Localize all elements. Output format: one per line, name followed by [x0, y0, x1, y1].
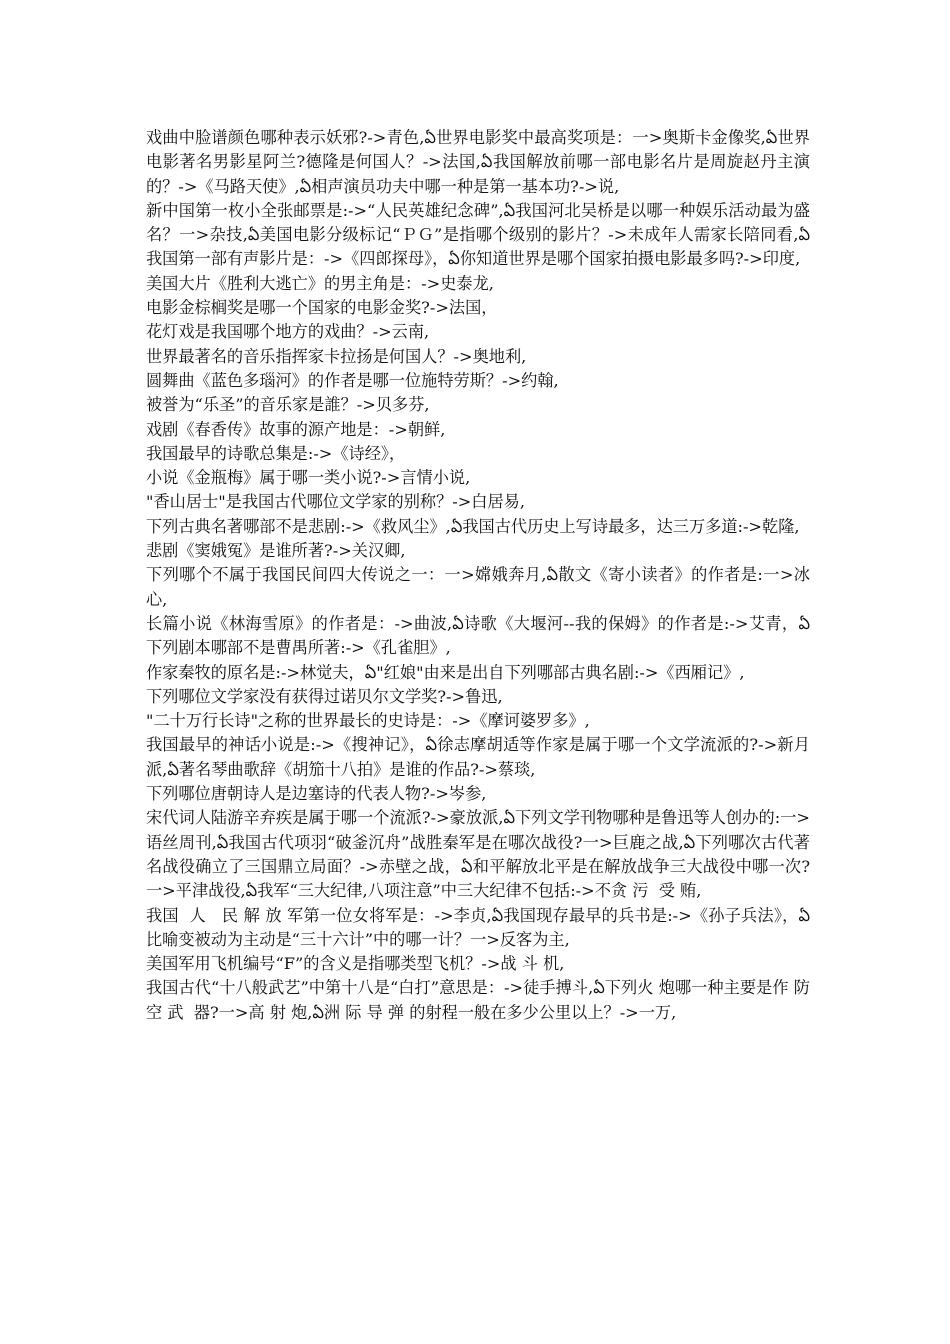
paragraph-16: 长篇小说《林海雪原》的作者是：->曲波,ఏ诗歌《大堰河--我的保姆》的作者是:->艾青，ఏ下列剧本哪部不是曹禺所著:->《孔雀胆》,	[146, 613, 810, 658]
document-body	[146, 126, 821, 1025]
paragraph-3: 美国大片《胜利大逃亡》的男主角是：->史泰龙,	[146, 273, 494, 293]
paragraph-17: 作家秦牧的原名是:->林觉夫，ఏ"红娘"由来是出自下列哪部古典名剧:->《西厢记》,	[146, 662, 745, 682]
paragraph-7: 圆舞曲《蓝色多瑙河》的作者是哪一位施特劳斯？->约翰,	[146, 370, 559, 390]
paragraph-6: 世界最著名的音乐指挥家卡拉扬是何国人？->奥地利,	[146, 346, 527, 366]
paragraph-8: 被誉为“乐圣”的音乐家是誰？->贝多芬,	[146, 395, 430, 415]
paragraph-18: 下列哪位文学家没有获得过诺贝尔文学奖?->鲁迅,	[146, 686, 503, 706]
paragraph-12: "香山居士"是我国古代哪位文学家的别称？->白居易,	[146, 492, 526, 512]
paragraph-2: 新中国第一枚小全张邮票是:->“人民英雄纪念碑”,ఏ我国河北吴桥是以哪一种娱乐活动最为盛名？一>杂技,ఏ美国电影分级标记“ＰＧ”是指哪个级别的影片？->未成年人需家长陪同看,ఏ我国第一部有声影片是：->《四郎探母》，ఏ你知道世界是哪个国家拍摄电影最多吗?->印度,	[146, 200, 810, 269]
paragraph-21: 下列哪位唐朝诗人是边塞诗的代表人物?->岑参,	[146, 784, 487, 804]
paragraph-1: 戏曲中脸谱颜色哪种表示妖邪?->青色,ఏ世界电影奖中最高奖项是：一>奥斯卡金像奖,ఏ世界电影著名男影星阿兰?德隆是何国人？->法国,ఏ我国解放前哪一部电影名片是周旋赵丹主演的？->《马路天使》,ఏ相声演员功夫中哪一种是第一基本功?->说,	[146, 128, 810, 196]
paragraph-10: 我国最早的诗歌总集是:->《诗经》，	[146, 443, 406, 463]
paragraph-22: 宋代词人陆游辛弃疾是属于哪一个流派?->豪放派,ఏ下列文学刊物哪种是鲁迅等人创办的:一>语丝周刊,ఏ我国古代项羽“破釜沉舟”战胜秦军是在哪次战役?一>巨鹿之战,ఏ下列哪次古代著名战役确立了三国鼎立局面？->赤壁之战，ఏ和平解放北平是在解放战争三大战役中哪一次?一>平津战役,ఏ我军“三大纪律,八项注意”中三大纪律不包括:->不贪 污 受 贿,	[146, 808, 810, 901]
paragraph-25: 我国古代“十八般武艺”中第十八是“白打”意思是：->徒手搏斗,ఏ下列火 炮哪一种主要是作 防 空 武 器?一>高 射 炮,ఏ洲 际 导 弹 的射程一般在多少公里以上？->一万,	[146, 978, 821, 1022]
paragraph-11: 小说《金瓶梅》属于哪一类小说?->言情小说,	[146, 468, 471, 488]
paragraph-5: 花灯戏是我国哪个地方的戏曲？->云南,	[146, 322, 430, 342]
paragraph-20: 我国最早的神话小说是:->《搜神记》，ఏ徐志摩胡适等作家是属于哪一个文学流派的?->新月派,ఏ著名琴曲歌辞《胡笳十八拍》是谁的作品?->蔡琰,	[146, 735, 810, 779]
paragraph-23: 我国 人 民 解 放 军第一位女将军是：->李贞,ఏ我国现存最早的兵书是:->《孙子兵法》，ఏ比喻变被动为主动是“三十六计”中的哪一计？一>反客为主,	[146, 905, 810, 949]
paragraph-19: "二十万行长诗"之称的世界最长的史诗是：->《摩诃婆罗多》,	[146, 711, 590, 731]
paragraph-9: 戏剧《春香传》故事的源产地是：->朝鲜,	[146, 419, 446, 439]
paragraph-14: 悲剧《窦娥冤》是谁所著?->关汉卿,	[146, 541, 406, 561]
paragraph-13: 下列古典名著哪部不是悲剧:->《救风尘》,ఏ我国古代历史上写诗最多，达三万多道:->乾隆,	[146, 516, 800, 536]
paragraph-24: 美国军用飞机编号“F”的含义是指哪类型飞机？->战 斗 机,	[146, 954, 565, 974]
paragraph-15: 下列哪个不属于我国民间四大传说之一：一>嫦娥奔月,ఏ散文《寄小读者》的作者是:一>冰心,	[146, 565, 810, 609]
paragraph-4: 电影金棕榈奖是哪一个国家的电影金奖?->法国，	[146, 298, 498, 318]
